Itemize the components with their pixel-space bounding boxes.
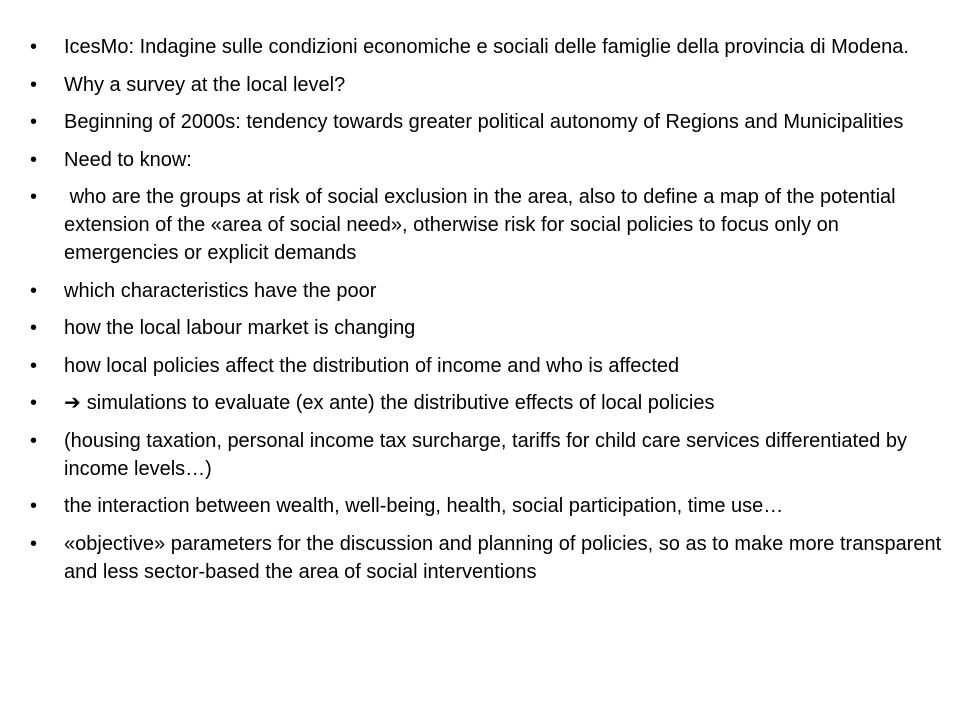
bullet-text: Beginning of 2000s: tendency towards greater political autonomy of Regions and Municipalities (64, 111, 904, 133)
bullet-text: Why a survey at the local level? (64, 73, 346, 96)
bullet-item (30, 427, 944, 483)
bullet-item (30, 277, 944, 305)
bullet-icon: • (30, 532, 38, 555)
bullet-icon: • (30, 111, 38, 133)
bullet-text: Need to know: (64, 148, 192, 171)
bullet-icon: • (30, 495, 38, 517)
bullet-item (30, 314, 944, 342)
bullet-item (30, 530, 944, 586)
bullet-icon: • (30, 73, 38, 96)
bullet-item (30, 492, 944, 520)
bullet-icon: • (30, 429, 38, 452)
bullet-text: simulations to evaluate (ex ante) the distributive effects of local policies (86, 392, 715, 414)
bullet-list (0, 33, 944, 586)
bullet-icon: • (30, 36, 38, 58)
bullet-icon: • (30, 317, 38, 339)
bullet-text: (housing taxation, personal income tax surcharge, tariffs for child care services differentiated by income levels…) (64, 429, 908, 480)
bullet-icon: • (30, 186, 38, 208)
bullet-text: who are the groups at risk of social exclusion in the area, also to define a map of the potential extension of the «area of social need», otherwise risk for social policies to focus only on emergencies or explicit demands (64, 186, 902, 264)
bullet-item (30, 71, 944, 99)
bullet-text: the interaction between wealth, well-being, health, social participation, time use… (64, 495, 784, 517)
bullet-icon: • (30, 279, 38, 302)
bullet-item (30, 352, 944, 380)
bullet-item (30, 108, 944, 136)
arrow-right-icon: ➔ (64, 392, 81, 414)
bullet-icon: • (30, 392, 38, 414)
bullet-icon: • (30, 148, 38, 171)
bullet-icon: • (30, 354, 38, 377)
bullet-text: how local policies affect the distribution of income and who is affected (64, 354, 680, 377)
bullet-text: which characteristics have the poor (64, 279, 377, 302)
bullet-text: «objective» parameters for the discussion and planning of policies, so as to make more transparent and less sector-based the area of social interventions (64, 532, 942, 583)
bullet-item (30, 183, 944, 267)
bullet-item (30, 33, 944, 61)
bullet-item (30, 146, 944, 174)
bullet-text: IcesMo: Indagine sulle condizioni economiche e sociali delle famiglie della provincia di Modena. (64, 36, 909, 58)
bullet-item (30, 389, 944, 417)
bullet-text: how the local labour market is changing (64, 317, 416, 339)
